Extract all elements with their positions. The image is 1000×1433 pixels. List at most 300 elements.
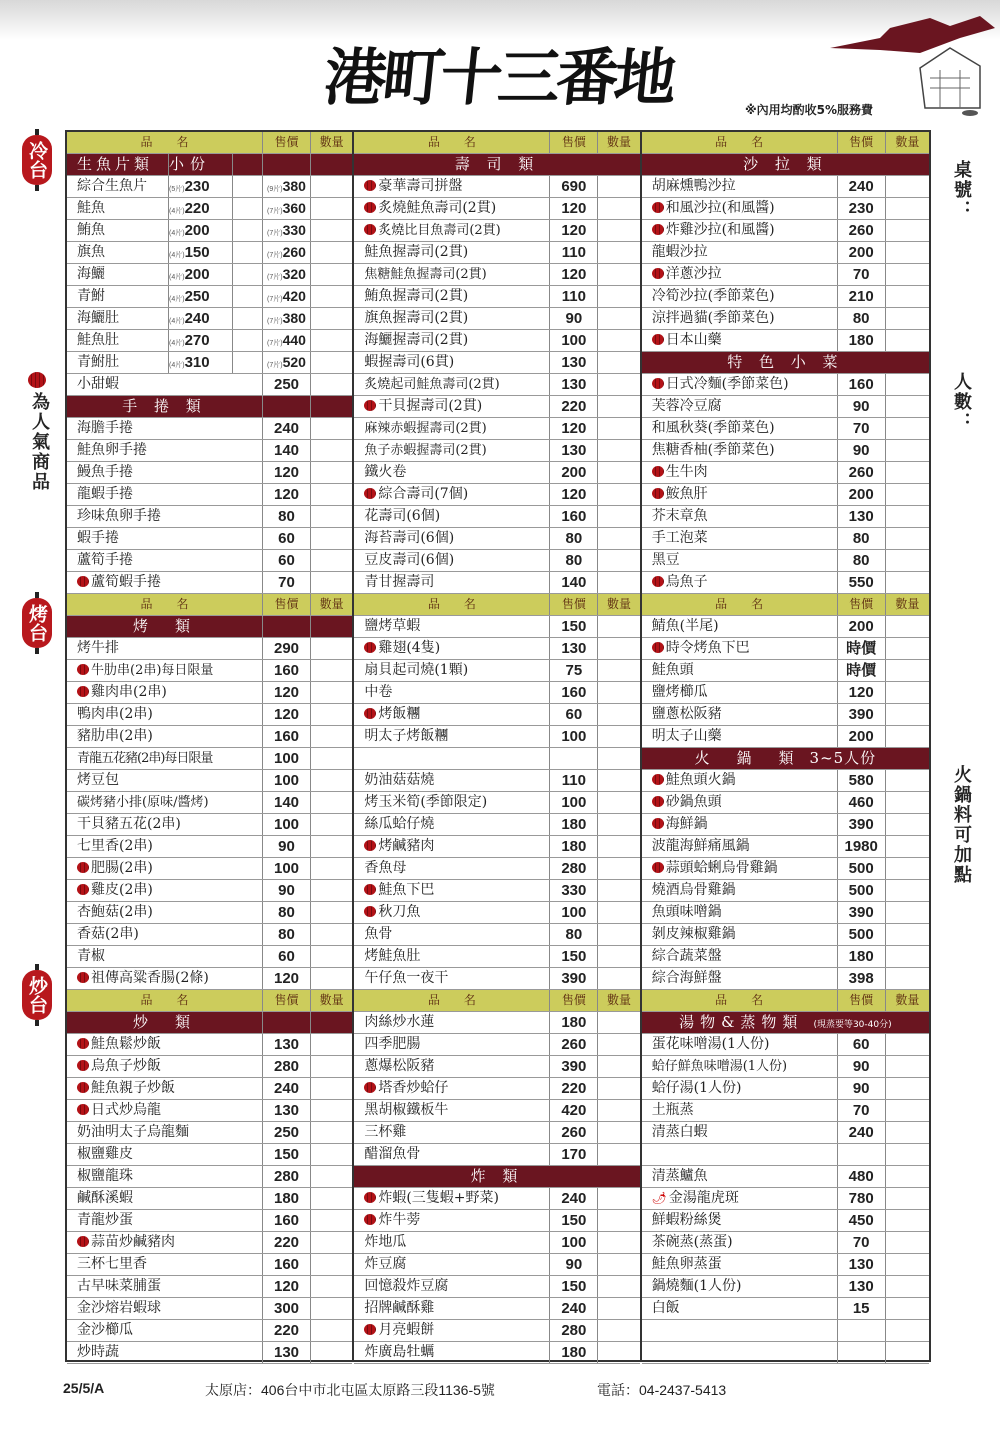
item-name [354,352,550,373]
qty-input[interactable] [311,946,352,967]
item-name [354,572,550,593]
item-name [67,484,263,505]
qty-input[interactable] [886,462,929,483]
qty-input[interactable] [311,968,352,989]
qty-input[interactable] [886,682,929,703]
qty-input[interactable] [311,352,352,373]
qty-input[interactable] [598,286,639,307]
blank-cell [838,1320,886,1341]
section-title-text: 壽 司 類 [454,155,540,173]
qty-input[interactable] [886,396,929,417]
item-name-text: 明太子山藥 [651,728,722,744]
qty-input[interactable] [598,968,639,989]
item-name-text: 綜合蔬菜盤 [651,948,722,964]
qty-input[interactable] [598,1342,639,1363]
item-price: 280 [263,1056,311,1077]
qty-input[interactable] [598,506,639,527]
qty-input[interactable] [311,1144,352,1165]
item-name: 旗魚 [67,242,169,263]
item-price: 500 [838,924,886,945]
small-portion: (4片) [169,340,185,347]
qty-input[interactable] [598,308,639,329]
item-name-text: 鴨肉串(2串) [77,706,153,722]
qty-input[interactable] [598,1276,639,1297]
qty-input[interactable] [886,264,929,285]
qty-input[interactable] [311,242,352,263]
qty-input[interactable] [598,264,639,285]
qty-input[interactable] [886,308,929,329]
qty-input[interactable] [311,1210,352,1231]
item-name [67,550,263,571]
header-price: 售價 [550,594,598,615]
qty-input[interactable] [886,726,929,747]
item-price: 200 [550,462,598,483]
qty-input[interactable] [886,528,929,549]
qty-input[interactable] [886,440,929,461]
qty-input[interactable] [311,1342,352,1363]
section-title [642,352,929,373]
item-price: 240 [838,176,886,197]
header-price: 售價 [263,132,311,153]
qty-input[interactable] [311,1232,352,1253]
qty-input[interactable] [886,286,929,307]
item-name-text: 燒酒烏骨雞鍋 [651,882,736,898]
item-price: 290 [263,638,311,659]
qty-input[interactable] [598,1254,639,1275]
qty-input[interactable] [598,836,639,857]
price [263,242,311,263]
menu-item-row [642,418,929,440]
item-name [642,440,838,461]
menu-item-row [67,770,352,792]
section-title-text: 沙 拉 類 [743,155,828,173]
item-price: 260 [838,220,886,241]
menu-item-row [642,946,929,968]
qty-input[interactable] [598,946,639,967]
qty-input[interactable] [886,1320,929,1341]
item-name-text: 雞皮(2串) [91,882,153,898]
qty-input[interactable] [311,528,352,549]
qty-input[interactable] [598,1122,639,1143]
qty-input[interactable] [598,374,639,395]
qty-input[interactable] [886,550,929,571]
item-name-text: 中卷 [364,684,393,700]
qty-input[interactable] [886,1276,929,1297]
qty-input[interactable] [886,1210,929,1231]
table-number-label: 桌號： [951,160,972,220]
qty-input[interactable] [886,924,929,945]
qty-input[interactable] [598,440,639,461]
item-price: 時價 [838,660,886,681]
qty-input[interactable] [886,880,929,901]
qty-input[interactable] [311,550,352,571]
menu-item-row [354,660,639,682]
lantern-icon [77,884,89,895]
qty-input[interactable] [598,880,639,901]
item-name-text: 鰻魚手捲 [77,464,133,480]
qty-input[interactable] [598,352,639,373]
item-name [67,1078,263,1099]
qty-input[interactable] [886,1122,929,1143]
item-name-text: 鐵火卷 [364,464,407,480]
qty-input[interactable] [598,616,639,637]
qty-input[interactable] [311,506,352,527]
qty-input[interactable] [886,1342,929,1363]
qty-input[interactable] [598,770,639,791]
qty-input[interactable] [598,396,639,417]
qty-input[interactable] [311,462,352,483]
qty-input[interactable] [886,572,929,593]
qty-input[interactable] [311,770,352,791]
menu-item-row [642,220,929,242]
qty-input[interactable] [311,1122,352,1143]
qty-input[interactable] [311,264,352,285]
qty-input[interactable] [311,1166,352,1187]
large-portion: (7片) [267,318,283,325]
lantern-icon [652,268,664,279]
small-price [169,330,233,351]
qty-input[interactable] [886,1188,929,1209]
section-title-row [67,616,352,638]
qty-input[interactable] [598,1034,639,1055]
item-price: 390 [550,1056,598,1077]
qty-input[interactable] [311,902,352,923]
price [263,264,311,285]
item-name-text: 白飯 [651,1300,680,1316]
qty-input[interactable] [598,682,639,703]
item-name [354,462,550,483]
menu-item-row [354,1254,639,1276]
qty-input[interactable] [311,1100,352,1121]
header-name: 品 名 [67,132,263,153]
qty-input[interactable] [311,1056,352,1077]
store-phone: 電話：04-2437-5413 [597,1382,727,1398]
qty-input[interactable] [598,704,639,725]
menu-item-row [354,1122,639,1144]
item-price: 150 [550,1210,598,1231]
qty-input[interactable] [311,1254,352,1275]
qty-input[interactable] [598,1232,639,1253]
header-name: 品 名 [642,132,838,153]
qty-input[interactable] [598,1188,639,1209]
popular-legend: 為人氣商品 [29,392,50,492]
item-price: 130 [838,1276,886,1297]
item-name-text: 蝦握壽司(6貫) [364,354,455,370]
qty-input[interactable] [598,924,639,945]
menu-item-row [67,1298,352,1320]
menu-item-row [67,1100,352,1122]
item-name [354,1254,550,1275]
menu-item-row [642,682,929,704]
qty-input[interactable] [598,242,639,263]
qty-input[interactable] [598,1056,639,1077]
tag-stir-station: 炒台 [22,970,52,1020]
qty-input[interactable] [311,638,352,659]
qty-input[interactable] [886,1254,929,1275]
blank-cell [311,1012,352,1033]
qty-input[interactable] [886,418,929,439]
item-name-text: 金沙熔岩蝦球 [77,1300,161,1316]
item-price: 170 [550,1144,598,1165]
item-name [354,286,550,307]
qty-input[interactable] [886,770,929,791]
qty-input[interactable] [598,660,639,681]
menu-item-row [642,770,929,792]
item-name [354,880,550,901]
item-name [354,836,550,857]
qty-input[interactable] [598,726,639,747]
qty-input[interactable] [886,616,929,637]
large-portion: (7片) [267,230,283,237]
section-title [354,154,639,175]
qty-input[interactable] [311,836,352,857]
menu-item-row [67,1056,352,1078]
price-value: 420 [282,288,306,304]
qty-input[interactable] [311,440,352,461]
item-price: 80 [263,506,311,527]
qty-input[interactable] [311,726,352,747]
menu-item-row [642,528,929,550]
menu-item-row [67,1122,352,1144]
menu-item-row [354,924,639,946]
item-name-text: 炸豆腐 [364,1256,407,1272]
item-price: 240 [550,1188,598,1209]
item-name-text: 椒鹽雞皮 [77,1146,133,1162]
blank-row [354,748,639,770]
item-name-text: 清蒸白蝦 [651,1124,708,1140]
menu-item-row [354,814,639,836]
qty-input[interactable] [311,286,352,307]
section-title-text: 炸 類 [470,1167,524,1185]
qty-input[interactable] [311,858,352,879]
item-name [67,814,263,835]
qty-input[interactable] [886,1144,929,1165]
qty-input[interactable] [598,1320,639,1341]
qty-input[interactable] [311,682,352,703]
qty-input[interactable] [886,220,929,241]
qty-input[interactable] [311,748,352,769]
menu-item-row [354,1100,639,1122]
qty-input[interactable] [886,638,929,659]
lantern-icon [364,708,376,719]
qty-input[interactable] [311,1078,352,1099]
qty-input[interactable] [311,880,352,901]
qty-input[interactable] [886,814,929,835]
qty-input[interactable] [886,1100,929,1121]
qty-input[interactable] [886,176,929,197]
item-name-text: 杏鮑菇(2串) [77,904,153,920]
qty-input[interactable] [886,330,929,351]
item-name [354,660,550,681]
qty-input[interactable] [598,858,639,879]
qty-input[interactable] [598,748,639,769]
small-portion: (4片) [169,208,185,215]
qty-input[interactable] [598,1100,639,1121]
menu-item-row [642,616,929,638]
item-price: 120 [838,682,886,703]
item-name [354,418,550,439]
item-name-text: 綜合壽司(7個) [378,486,469,502]
item-name [67,374,263,395]
qty-input[interactable] [311,418,352,439]
qty-input[interactable] [598,484,639,505]
qty-input[interactable] [886,902,929,923]
qty-input[interactable] [886,242,929,263]
column-header-row [642,990,929,1012]
qty-input[interactable] [311,1298,352,1319]
qty-input[interactable] [886,1056,929,1077]
qty-input[interactable] [598,638,639,659]
menu-item-row [354,330,639,352]
item-name-text: 魚頭味噌鍋 [651,904,722,920]
qty-input[interactable] [311,1320,352,1341]
qty-input[interactable] [311,572,352,593]
qty-input[interactable] [598,1144,639,1165]
header-name: 品 名 [642,594,838,615]
item-price: 160 [263,660,311,681]
lantern-icon [77,1236,89,1247]
qty-input[interactable] [886,506,929,527]
qty-input[interactable] [598,528,639,549]
lantern-icon [652,576,664,587]
item-name-text: 塔香炒蛤仔 [378,1080,449,1096]
qty-input[interactable] [311,814,352,835]
menu-item-row [642,858,929,880]
item-price: 60 [263,528,311,549]
item-price: 130 [550,440,598,461]
item-name-text: 冷筍沙拉(季節菜色) [651,288,775,304]
item-name [642,1298,838,1319]
small-price-value: 230 [184,178,210,195]
qty-input[interactable] [886,704,929,725]
chili-icon: 🌶 [651,1191,667,1205]
qty-input[interactable] [598,550,639,571]
qty-input[interactable] [311,1276,352,1297]
qty-input[interactable] [598,330,639,351]
item-price: 110 [550,770,598,791]
qty-input[interactable] [311,484,352,505]
small-price [169,176,233,197]
menu-item-row [642,1232,929,1254]
qty-input[interactable] [886,946,929,967]
item-name-text: 鮭魚親子炒飯 [91,1080,175,1096]
qty-input[interactable] [598,220,639,241]
qty-input[interactable] [598,462,639,483]
qty-input[interactable] [598,572,639,593]
item-price: 90 [550,308,598,329]
small-price-value: 240 [184,310,210,327]
qty-input[interactable] [311,176,352,197]
qty-input[interactable] [886,1232,929,1253]
menu-item-row [642,814,929,836]
lantern-icon [364,1214,376,1225]
qty-input[interactable] [598,1210,639,1231]
item-name-text: 扇貝起司燒(1顆) [364,662,469,678]
qty-input[interactable] [598,176,639,197]
blank-cell [233,198,263,219]
qty-input[interactable] [886,484,929,505]
item-name-text: 黑胡椒鐵板牛 [364,1102,449,1118]
qty-input[interactable] [886,1298,929,1319]
lantern-icon [77,1038,89,1049]
item-name [354,176,550,197]
menu-item-row [642,880,929,902]
item-price: 550 [838,572,886,593]
qty-input[interactable] [311,374,352,395]
qty-input[interactable] [886,660,929,681]
qty-input[interactable] [886,858,929,879]
price [263,286,311,307]
item-price: 220 [263,1232,311,1253]
item-name [354,682,550,703]
lantern-icon [364,1192,376,1203]
qty-input[interactable] [598,902,639,923]
qty-input[interactable] [311,704,352,725]
menu-item-row [642,1166,929,1188]
menu-item-row [642,726,929,748]
qty-input[interactable] [598,1012,639,1033]
item-name [642,550,838,571]
qty-input[interactable] [598,1298,639,1319]
qty-input[interactable] [311,220,352,241]
qty-input[interactable] [311,924,352,945]
small-portion: (4片) [169,362,185,369]
menu-column [67,132,354,1360]
qty-input[interactable] [886,374,929,395]
qty-input[interactable] [598,1078,639,1099]
qty-input[interactable] [886,1166,929,1187]
qty-input[interactable] [598,792,639,813]
item-name-text: 炸牛蒡 [378,1212,421,1228]
item-price: 250 [263,374,311,395]
qty-input[interactable] [311,198,352,219]
large-portion: (7片) [267,340,283,347]
item-price: 500 [838,880,886,901]
qty-input[interactable] [311,1034,352,1055]
qty-input[interactable] [311,792,352,813]
item-name-text: 蔥爆松阪豬 [364,1058,435,1074]
menu-item-row [354,1276,639,1298]
qty-input[interactable] [886,792,929,813]
qty-input[interactable] [886,198,929,219]
qty-input[interactable] [886,1078,929,1099]
qty-input[interactable] [886,836,929,857]
item-price: 120 [263,462,311,483]
item-name-text: 干貝豬五花(2串) [77,816,181,832]
qty-input[interactable] [311,330,352,351]
menu-item-row [642,176,929,198]
item-name [642,682,838,703]
qty-input[interactable] [598,198,639,219]
qty-input[interactable] [311,1188,352,1209]
qty-input[interactable] [311,660,352,681]
lantern-icon [77,686,89,697]
qty-input[interactable] [598,418,639,439]
item-price: 220 [550,1078,598,1099]
qty-input[interactable] [886,968,929,989]
qty-input[interactable] [311,308,352,329]
menu-item-row [67,836,352,858]
item-name [642,792,838,813]
small-price [169,220,233,241]
item-name [67,638,263,659]
column-header-row [642,594,929,616]
lantern-icon [364,202,376,213]
item-name-text: 烏魚子 [665,574,708,590]
menu-item-row [67,330,352,352]
qty-input[interactable] [886,1034,929,1055]
qty-input[interactable] [598,814,639,835]
